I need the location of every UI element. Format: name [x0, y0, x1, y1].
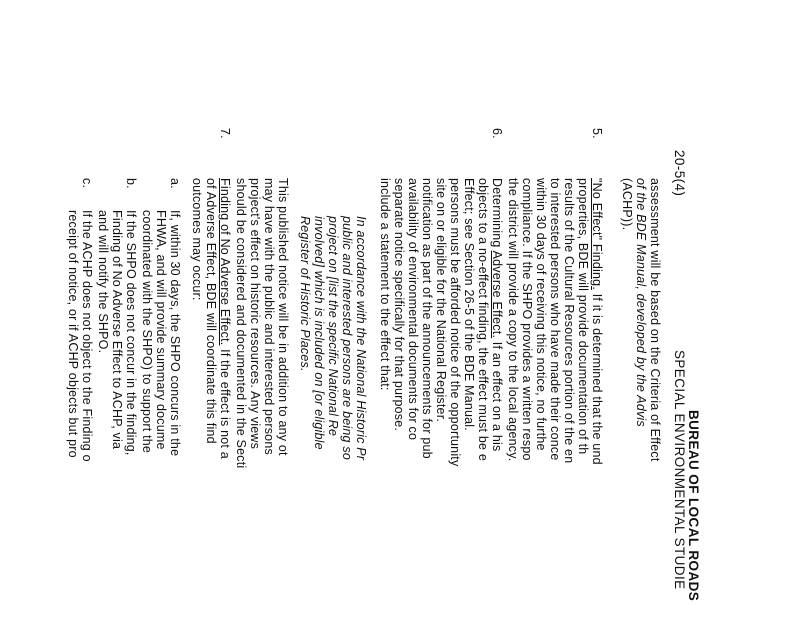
intro-line: (ACHP)).: [620, 178, 634, 231]
notice-quote-line: project on [list the specific National Re: [326, 216, 340, 437]
item-5-number: 5.: [590, 128, 604, 139]
item-6-line: may have with the public and interested persons: [262, 178, 276, 455]
item-5-line: results of the Cultural Resources portion of the en: [562, 178, 576, 464]
notice-quote-line: public and interested persons are being so: [340, 216, 354, 460]
rotated-document-sheet: [66, 128, 701, 618]
notice-quote-line: In accordance with the National Historic Pr: [354, 216, 368, 461]
item-7b-line: Finding of No Adverse Effect to ACHP, via: [110, 210, 124, 450]
item-7-line: of Adverse Effect, BDE will coordinate this find: [204, 178, 218, 444]
item-7-number: 7.: [218, 128, 232, 139]
item-5-line: "No Effect" Finding. If it is determined that the und: [590, 178, 604, 465]
item-5-line: within 30 days of receiving this notice, no furthe: [534, 178, 548, 451]
item-6-line: project's effect on historic resources. Any views: [248, 178, 262, 450]
no-effect-heading: "No Effect" Finding.: [590, 178, 604, 291]
item-6-line: availability of environmental documents for co: [406, 178, 420, 441]
item-7c-line: If the ACHP does not object to the Finding o: [80, 210, 94, 462]
item-6-line: Determining Adverse Effect. If an effect on a his: [490, 178, 504, 452]
item-6-line: Effect; see Section 26-5 of the BDE Manual.: [462, 178, 476, 431]
item-7-line: outcomes may occur:: [190, 178, 204, 301]
special-studies-subtitle: SPECIAL ENVIRONMENTAL STUDIE: [672, 350, 687, 590]
item-5-line: to interested persons who have made their conce: [548, 178, 562, 461]
bureau-title: BUREAU OF LOCAL ROADS: [686, 410, 701, 602]
item-7b-line: If the SHPO does not concur in the finding,: [124, 210, 138, 456]
notice-quote-line: Register of Historic Places.: [298, 216, 312, 372]
section-number: 20-5(4): [672, 150, 687, 197]
item-6-line: objects to a no-effect finding, the effect must be e: [476, 178, 490, 462]
item-7a-line: If, within 30 days, the SHPO concurs in the: [168, 210, 182, 457]
item-7b-line: and will notify the SHPO.: [96, 210, 110, 354]
intro-line: of the BDE Manual, developed by the Advis: [634, 178, 648, 427]
item-6-line: notification as part of the announcements for pub: [420, 178, 434, 459]
notice-quote-line: involved] which is included on [or eligible: [312, 216, 326, 450]
no-adverse-effect-heading: Finding of No Adverse Effect.: [218, 178, 232, 346]
item-7c-line: receipt of notice, or if ACHP objects but pro: [66, 210, 80, 458]
item-7-line: Finding of No Adverse Effect. If the effect is not a: [218, 178, 232, 459]
item-6-line: persons must be afforded notice of the opportunity: [448, 178, 462, 467]
item-6-line: include a statement to the effect that:: [378, 178, 392, 391]
item-5-line: compliance. If the SHPO provides a written respo: [520, 178, 534, 461]
intro-line: assessment will be based on the Criteria of Effect: [648, 178, 662, 462]
item-7a-line: FHWA, and will provide summary docume: [154, 210, 168, 450]
adverse-effect-heading: Adverse Effect.: [490, 250, 504, 339]
item-6-line: site on or eligible for the National Register.: [434, 178, 448, 423]
item-7c-label: c.: [80, 178, 94, 189]
item-6-number: 6.: [490, 128, 504, 139]
item-7b-label: b.: [124, 178, 138, 189]
item-6-line: should be considered and documented in the Secti: [234, 178, 248, 469]
item-5-line: properties, BDE will provide documentation of th: [576, 178, 590, 455]
item-5-line: the district will provide a copy to the local agency.: [506, 178, 520, 462]
item-6-line: separate notice specifically for that purpose.: [392, 178, 406, 432]
item-6-line: This published notice will be in addition to any ot: [276, 178, 290, 456]
item-7a-line: coordinated with the SHPO) to support the: [140, 210, 154, 454]
item-7a-label: a.: [168, 178, 182, 189]
